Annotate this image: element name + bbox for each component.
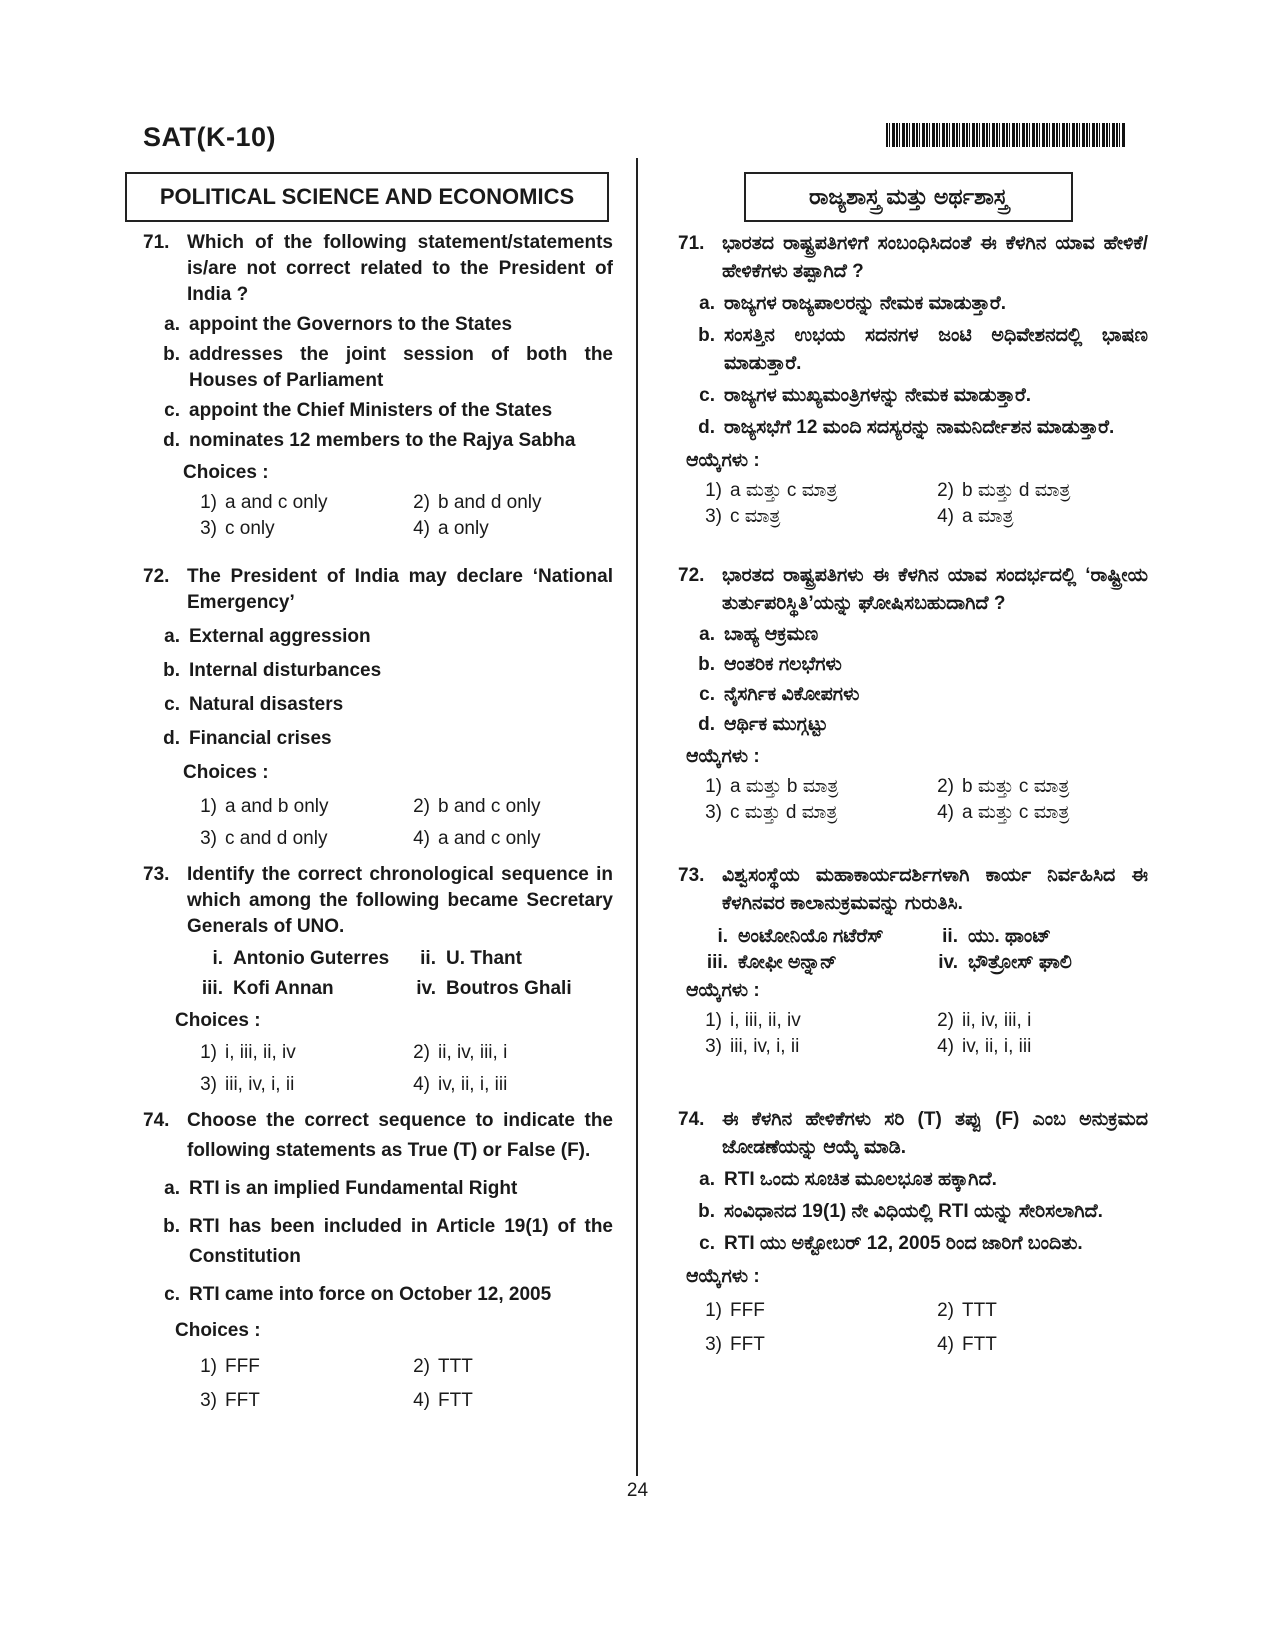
option: a. RTI ಒಂದು ಸೂಚಿತ ಮೂಲಭೂತ ಹಕ್ಕಾಗಿದೆ. xyxy=(699,1169,997,1190)
question-text: ಈ ಕೆಳಗಿನ ಹೇಳಿಕೆಗಳು ಸರಿ (T) ತಪ್ಪು (F) ಎಂಬ ಅನುಕ್ರಮದ ಜೋಡಣೆಯನ್ನು ಆಯ್ಕೆ ಮಾಡಿ. xyxy=(722,1109,1148,1158)
question-74-kn xyxy=(678,1106,1148,1358)
question-text: Which of the following statement/statements is/are not correct related to the President of India ? xyxy=(187,232,613,305)
english-column xyxy=(143,172,613,1411)
option: d. nominates 12 members to the Rajya Sabha xyxy=(163,430,576,451)
answer-choices xyxy=(187,1040,613,1098)
option: c. ನೈಸರ್ಗಿಕ ವಿಕೋಪಗಳು xyxy=(699,684,860,705)
choices-label: ಆಯ್ಕೆಗಳು : xyxy=(686,980,760,1001)
list-item: iv. Boutros Ghali xyxy=(416,978,572,999)
answer-choice[interactable]: 1) a and b only xyxy=(200,796,329,817)
answer-choices xyxy=(187,490,613,542)
question-73-kn xyxy=(678,862,1148,1060)
question-number: 73. xyxy=(143,864,170,885)
answer-choice[interactable]: 1) FFF xyxy=(200,1356,260,1377)
question-number: 71. xyxy=(143,232,170,253)
question-text: ವಿಶ್ವಸಂಸ್ಥೆಯ ಮಹಾಕಾರ್ಯದರ್ಶಿಗಳಾಗಿ ಕಾರ್ಯ ನಿರ್ವಹಿಸಿದ ಈ ಕೆಳಗಿನವರ ಕಾಲಾನುಕ್ರಮವನ್ನು ಗುರುತಿಸಿ. xyxy=(722,865,1148,914)
question-74-en xyxy=(143,1106,613,1414)
answer-choice[interactable]: 4) a only xyxy=(413,518,489,539)
option: a. RTI is an implied Fundamental Right xyxy=(164,1178,518,1199)
question-73-en xyxy=(143,862,613,1098)
answer-choice[interactable]: 4) iv, ii, i, iii xyxy=(937,1036,1032,1057)
question-number: 73. xyxy=(678,865,705,886)
question-number: 72. xyxy=(678,565,705,586)
answer-choice[interactable]: 1) a ಮತ್ತು c ಮಾತ್ರ xyxy=(705,480,838,501)
option: a. ರಾಜ್ಯಗಳ ರಾಜ್ಯಪಾಲರನ್ನು ನೇಮಕ ಮಾಡುತ್ತಾರೆ. xyxy=(699,293,1006,314)
choices-label: ಆಯ್ಕೆಗಳು : xyxy=(686,450,760,471)
option: c. RTI came into force on October 12, 2005 xyxy=(164,1284,552,1305)
answer-choice[interactable]: 3) c ಮಾತ್ರ xyxy=(705,506,781,527)
answer-choices xyxy=(692,478,1148,530)
choices-label: Choices : xyxy=(175,1010,261,1031)
answer-choice[interactable]: 2) b ಮತ್ತು d ಮಾತ್ರ xyxy=(937,480,1071,501)
answer-choices xyxy=(692,1008,1148,1060)
choices-label: Choices : xyxy=(183,462,269,483)
answer-choice[interactable]: 2) TTT xyxy=(937,1300,997,1321)
option: d. ರಾಜ್ಯಸಭೆಗೆ 12 ಮಂದಿ ಸದಸ್ಯರನ್ನು ನಾಮನಿರ್ದೇಶನ ಮಾಡುತ್ತಾರೆ. xyxy=(698,417,1115,438)
answer-choice[interactable]: 1) i, iii, ii, iv xyxy=(705,1010,801,1031)
answer-choices xyxy=(692,1298,1148,1358)
column-divider xyxy=(636,158,638,1476)
answer-choice[interactable]: 3) c ಮತ್ತು d ಮಾತ್ರ xyxy=(705,802,838,823)
question-number: 71. xyxy=(678,233,705,254)
answer-choice[interactable]: 3) c and d only xyxy=(200,828,328,849)
kannada-column xyxy=(678,172,1148,1355)
answer-choice[interactable]: 2) b and d only xyxy=(413,492,542,513)
list-item: iv. ಭೌತ್ರೋಸ್ ಘಾಲಿ xyxy=(938,952,1072,973)
page-number: 24 xyxy=(626,1480,649,1501)
question-text: ಭಾರತದ ರಾಷ್ಟ್ರಪತಿಗಳು ಈ ಕೆಳಗಿನ ಯಾವ ಸಂದರ್ಭದಲ್ಲಿ ‘ರಾಷ್ಟ್ರೀಯ ತುರ್ತುಪರಿಸ್ಥಿತಿ’ಯನ್ನು ಘೋಷಿಸಬಹುದಾಗಿದೆ ? xyxy=(722,565,1148,614)
list-item: iii. Kofi Annan xyxy=(201,978,334,999)
question-71-kn xyxy=(678,230,1148,530)
answer-choice[interactable]: 3) FFT xyxy=(705,1334,765,1355)
question-number: 72. xyxy=(143,566,170,587)
answer-choice[interactable]: 3) c only xyxy=(200,518,275,539)
answer-choice[interactable]: 4) FTT xyxy=(937,1334,997,1355)
list-item: ii. ಯು. ಥಾಂಟ್ xyxy=(942,926,1051,947)
list-item: ii. U. Thant xyxy=(420,948,522,969)
option: a. appoint the Governors to the States xyxy=(164,314,513,335)
question-number: 74. xyxy=(143,1110,170,1131)
answer-choice[interactable]: 1) i, iii, ii, iv xyxy=(200,1042,296,1063)
question-text: The President of India may declare ‘National Emergency’ xyxy=(187,566,613,613)
answer-choice[interactable]: 3) iii, iv, i, ii xyxy=(705,1036,800,1057)
option: c. appoint the Chief Ministers of the States xyxy=(164,400,553,421)
option: b. RTI has been included in Article 19(1) of the Constitution xyxy=(163,1216,613,1267)
english-section-title: POLITICAL SCIENCE AND ECONOMICS xyxy=(125,172,609,222)
choices-label: Choices : xyxy=(175,1320,261,1341)
answer-choice[interactable]: 2) ii, iv, iii, i xyxy=(937,1010,1032,1031)
option: b. Internal disturbances xyxy=(163,660,382,681)
answer-choices xyxy=(187,794,613,852)
choices-label: ಆಯ್ಕೆಗಳು : xyxy=(686,1266,760,1287)
option: b. ಆಂತರಿಕ ಗಲಭೆಗಳು xyxy=(698,654,842,675)
list-item: iii. ಕೋಫೀ ಅನ್ನಾನ್ xyxy=(706,952,837,973)
option: c. ರಾಜ್ಯಗಳ ಮುಖ್ಯಮಂತ್ರಿಗಳನ್ನು ನೇಮಕ ಮಾಡುತ್ತಾರೆ. xyxy=(699,385,1032,406)
name-list xyxy=(187,946,613,1002)
answer-choice[interactable]: 4) a ಮಾತ್ರ xyxy=(937,506,1014,527)
answer-choice[interactable]: 2) b and c only xyxy=(413,796,541,817)
option: d. Financial crises xyxy=(163,728,332,749)
option: b. ಸಂಸತ್ತಿನ ಉಭಯ ಸದನಗಳ ಜಂಟಿ ಅಧಿವೇಶನದಲ್ಲಿ ಭಾಷಣ ಮಾಡುತ್ತಾರೆ. xyxy=(698,325,1148,374)
question-text: Choose the correct sequence to indicate the following statements as True (T) or False (F). xyxy=(187,1110,613,1161)
question-number: 74. xyxy=(678,1109,705,1130)
question-72-kn xyxy=(678,562,1148,826)
answer-choice[interactable]: 1) FFF xyxy=(705,1300,765,1321)
question-72-en xyxy=(143,564,613,852)
list-item: i. ಅಂಟೋನಿಯೊ ಗಟೆರೆಸ್ xyxy=(717,926,884,947)
answer-choice[interactable]: 4) a ಮತ್ತು c ಮಾತ್ರ xyxy=(937,802,1070,823)
option: c. Natural disasters xyxy=(164,694,344,715)
option: b. addresses the joint session of both the Houses of Parliament xyxy=(163,344,613,391)
answer-choices xyxy=(187,1354,613,1414)
answer-choice[interactable]: 3) FFT xyxy=(200,1390,260,1411)
answer-choice[interactable]: 3) iii, iv, i, ii xyxy=(200,1074,295,1095)
option: c. RTI ಯು ಅಕ್ಟೋಬರ್ 12, 2005 ರಿಂದ ಜಾರಿಗೆ ಬಂದಿತು. xyxy=(699,1233,1083,1254)
choices-label: Choices : xyxy=(183,762,269,783)
answer-choice[interactable]: 2) b ಮತ್ತು c ಮಾತ್ರ xyxy=(937,776,1070,797)
question-text: ಭಾರತದ ರಾಷ್ಟ್ರಪತಿಗಳಿಗೆ ಸಂಬಂಧಿಸಿದಂತೆ ಈ ಕೆಳಗಿನ ಯಾವ ಹೇಳಿಕೆ/ಹೇಳಿಕೆಗಳು ತಪ್ಪಾಗಿದೆ ? xyxy=(722,233,1148,282)
answer-choice[interactable]: 4) FTT xyxy=(413,1390,473,1411)
answer-choices xyxy=(692,774,1148,826)
answer-choice[interactable]: 1) a ಮತ್ತು b ಮಾತ್ರ xyxy=(705,776,839,797)
option: d. ಆರ್ಥಿಕ ಮುಗ್ಗಟ್ಟು xyxy=(698,714,828,735)
answer-choice[interactable]: 1) a and c only xyxy=(200,492,328,513)
choices-label: ಆಯ್ಕೆಗಳು : xyxy=(686,746,760,767)
paper-code: SAT(K-10) xyxy=(143,122,277,152)
name-list xyxy=(692,924,1148,976)
option: b. ಸಂವಿಧಾನದ 19(1) ನೇ ವಿಧಿಯಲ್ಲಿ RTI ಯನ್ನು ಸೇರಿಸಲಾಗಿದೆ. xyxy=(698,1201,1103,1222)
answer-choice[interactable]: 4) iv, ii, i, iii xyxy=(413,1074,508,1095)
kannada-section-title: ರಾಜ್ಯಶಾಸ್ತ್ರ ಮತ್ತು ಅರ್ಥಶಾಸ್ತ್ರ xyxy=(744,172,1073,222)
option: a. ಬಾಹ್ಯ ಆಕ್ರಮಣ xyxy=(699,624,819,645)
answer-choice[interactable]: 2) TTT xyxy=(413,1356,473,1377)
question-text: Identify the correct chronological sequence in which among the following became Secretary Generals of UNO. xyxy=(187,864,613,937)
list-item: i. Antonio Guterres xyxy=(212,948,390,969)
answer-choice[interactable]: 4) a and c only xyxy=(413,828,541,849)
option: a. External aggression xyxy=(164,626,371,647)
answer-choice[interactable]: 2) ii, iv, iii, i xyxy=(413,1042,508,1063)
question-71-en xyxy=(143,230,613,542)
barcode xyxy=(886,123,1126,147)
